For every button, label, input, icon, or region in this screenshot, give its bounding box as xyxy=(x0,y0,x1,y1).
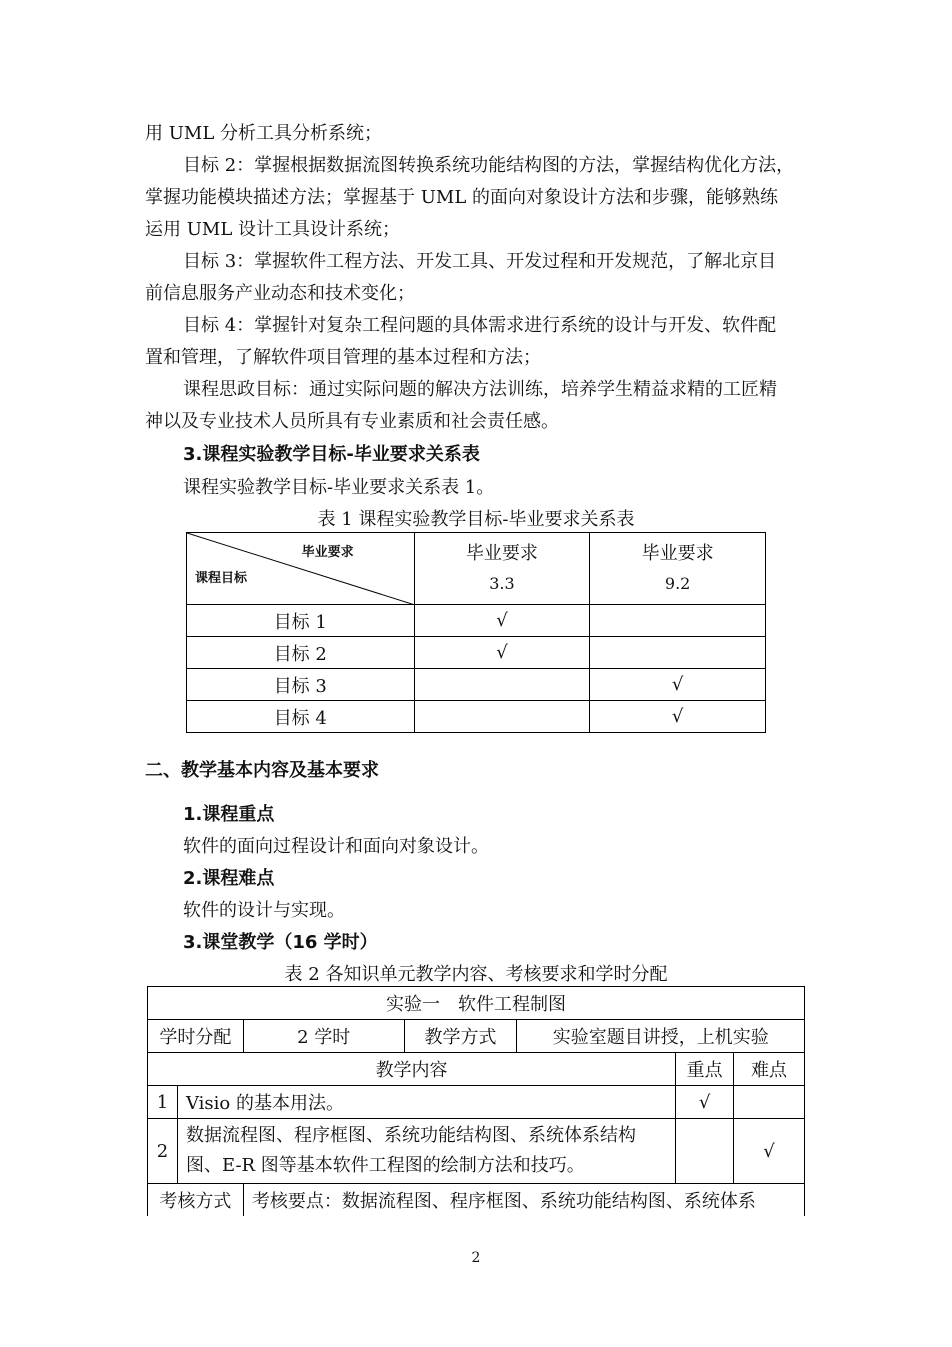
text-line: 神以及专业技术人员所具有专业素质和社会责任感。 xyxy=(145,411,559,432)
check-cell xyxy=(590,637,766,669)
col-header-num: 3.3 xyxy=(489,573,515,593)
hours-value: 2 学时 xyxy=(243,1020,404,1053)
assess-text: 考核要点：数据流程图、程序框图、系统功能结构图、系统体系 xyxy=(243,1184,804,1217)
goal-cell: 目标 3 xyxy=(187,669,415,701)
col-header xyxy=(590,533,766,605)
goals-paragraphs xyxy=(145,118,810,438)
diagonal-header-cell xyxy=(187,533,415,605)
check-cell: √ xyxy=(590,701,766,733)
check-cell xyxy=(590,605,766,637)
col-header-title: 毕业要求 xyxy=(641,542,714,564)
item-number: 1 xyxy=(148,1086,178,1119)
hard-mark: √ xyxy=(734,1119,805,1184)
check-cell: √ xyxy=(590,669,766,701)
part-heading: 二、教学基本内容及基本要求 xyxy=(145,760,379,781)
table-row xyxy=(148,1086,805,1119)
check-cell xyxy=(414,701,590,733)
table-row xyxy=(187,701,766,733)
goal-cell: 目标 1 xyxy=(187,605,415,637)
text-line: 置和管理，了解软件项目管理的基本过程和方法； xyxy=(145,347,541,368)
check-cell xyxy=(414,669,590,701)
item-text: Visio 的基本用法。 xyxy=(177,1086,675,1119)
table1-caption: 表 1 课程实验教学目标-毕业要求关系表 xyxy=(317,509,635,530)
check-cell: √ xyxy=(414,637,590,669)
content-header: 教学内容 xyxy=(148,1053,676,1086)
text-line: 前信息服务产业动态和技术变化； xyxy=(145,283,415,304)
item-text-line: 数据流程图、程序框图、系统功能结构图、系统体系结构 xyxy=(185,1125,636,1146)
method-value: 实验室题目讲授，上机实验 xyxy=(517,1020,805,1053)
text-line: 目标 4：掌握针对复杂工程问题的具体需求进行系统的设计与开发、软件配 xyxy=(183,315,777,336)
key-mark: √ xyxy=(676,1086,734,1119)
method-label: 教学方式 xyxy=(404,1020,517,1053)
knowledge-unit-table xyxy=(147,986,805,1216)
text-line: 目标 2：掌握根据数据流图转换系统功能结构图的方法，掌握结构优化方法， xyxy=(183,155,795,176)
col-header-num: 9.2 xyxy=(664,573,691,593)
goal-cell: 目标 2 xyxy=(187,637,415,669)
check-cell: √ xyxy=(414,605,590,637)
diagonal-top-label: 毕业要求 xyxy=(301,545,354,560)
col-header xyxy=(414,533,590,605)
subsection-text: 软件的面向过程设计和面向对象设计。 xyxy=(183,836,489,857)
hours-label: 学时分配 xyxy=(148,1020,244,1053)
goals-requirements-table xyxy=(186,532,766,733)
col-header-title: 毕业要求 xyxy=(465,542,538,564)
experiment-title: 实验一 软件工程制图 xyxy=(148,987,805,1020)
subsection-text: 软件的设计与实现。 xyxy=(183,900,345,921)
text-line: 目标 3：掌握软件工程方法、开发工具、开发过程和开发规范，了解北京目 xyxy=(183,251,777,272)
key-header: 重点 xyxy=(676,1053,734,1086)
hard-mark xyxy=(734,1086,805,1119)
key-mark xyxy=(676,1119,734,1184)
table-row xyxy=(148,1119,805,1184)
diagonal-bottom-label: 课程目标 xyxy=(195,571,248,586)
table-row xyxy=(187,669,766,701)
table-row xyxy=(187,637,766,669)
page-number: 2 xyxy=(471,1250,481,1266)
hard-header: 难点 xyxy=(734,1053,805,1086)
goal-cell: 目标 4 xyxy=(187,701,415,733)
text-line: 课程思政目标：通过实际问题的解决方法训练，培养学生精益求精的工匠精 xyxy=(183,379,777,400)
text-line: 运用 UML 设计工具设计系统； xyxy=(145,219,400,240)
section-text: 课程实验教学目标-毕业要求关系表 1。 xyxy=(183,477,495,498)
section-heading: 3.课程实验教学目标-毕业要求关系表 xyxy=(183,444,480,465)
subsection-heading: 1.课程重点 xyxy=(183,804,275,825)
item-text-line: 图、E-R 图等基本软件工程图的绘制方法和技巧。 xyxy=(185,1155,585,1176)
item-text xyxy=(177,1119,675,1184)
text-line: 掌握功能模块描述方法；掌握基于 UML 的面向对象设计方法和步骤，能够熟练 xyxy=(145,187,778,208)
text-line: 用 UML 分析工具分析系统； xyxy=(145,123,382,144)
subsection-heading: 3.课堂教学（16 学时） xyxy=(183,932,378,953)
assess-label: 考核方式 xyxy=(148,1184,244,1217)
table2-caption: 表 2 各知识单元教学内容、考核要求和学时分配 xyxy=(284,964,668,985)
item-number: 2 xyxy=(148,1119,178,1184)
table-row xyxy=(187,605,766,637)
subsection-heading: 2.课程难点 xyxy=(183,868,275,889)
